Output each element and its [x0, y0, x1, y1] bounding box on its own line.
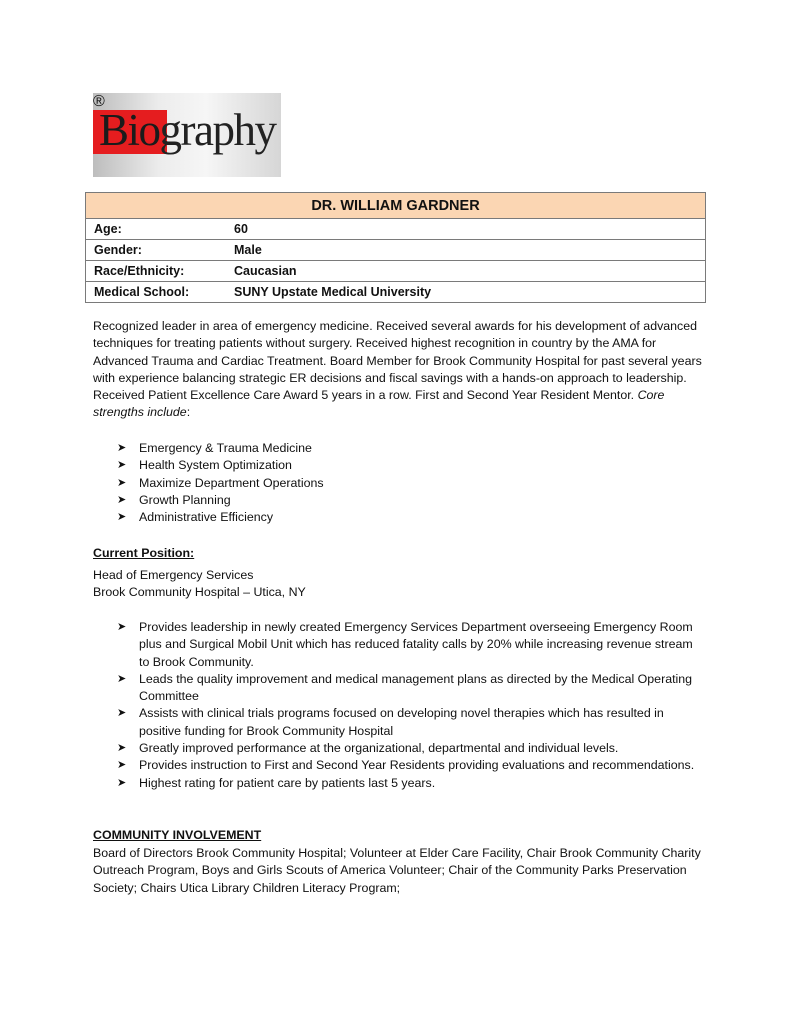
current-position-heading: Current Position:	[93, 546, 195, 560]
profile-value: 60	[226, 219, 706, 240]
summary-emphasis: Core strengths include	[93, 388, 665, 420]
logo-registered-mark: ®	[93, 93, 105, 110]
list-item: ➤ Health System Optimization	[93, 457, 705, 474]
duties-list	[93, 619, 705, 792]
profile-row	[86, 282, 706, 303]
arrow-bullet-icon: ➤	[117, 459, 127, 472]
list-item: ➤ Administrative Efficiency	[93, 509, 705, 526]
profile-name: DR. WILLIAM GARDNER	[86, 193, 706, 219]
position-block	[93, 567, 705, 602]
profile-label: Age:	[86, 219, 227, 240]
list-item: ➤ Growth Planning	[93, 492, 705, 509]
list-item: ➤ Provides instruction to First and Second Year Residents providing evaluations and recommendations.	[93, 757, 705, 774]
logo-wordmark	[99, 103, 276, 157]
arrow-bullet-icon: ➤	[117, 742, 127, 755]
arrow-bullet-icon: ➤	[117, 476, 127, 489]
arrow-bullet-icon: ➤	[117, 672, 127, 685]
arrow-bullet-icon: ➤	[117, 442, 127, 454]
community-heading: COMMUNITY INVOLVEMENT	[93, 828, 262, 842]
position-title: Head of Emergency Services	[93, 568, 254, 582]
list-item: ➤ Greatly improved performance at the organizational, departmental and individual levels.	[93, 740, 705, 757]
profile-value: Male	[226, 240, 706, 261]
profile-row	[86, 219, 706, 240]
summary-text: Recognized leader in area of emergency medicine. Received several awards for his development of advanced techniques for treating patients without surgery. Received highest recognition in country by the AMA for Advanced Trauma and Cardiac Treatment. Board Member for Brook Community Hospital for past several years with experience balancing strategic ER decisions and fiscal savings with a hands-on approach to leadership. Received Patient Excellence Care Award 5 years in a row. First and Second Year Resident Mentor.	[93, 319, 702, 403]
list-item: ➤ Maximize Department Operations	[93, 475, 705, 492]
community-text: Board of Directors Brook Community Hospital; Volunteer at Elder Care Facility, Chair Brook Community Charity Outreach Program, Boys and Girls Scouts of America Volunteer; Chair of the Community Parks Preservation Society; Chairs Utica Library Children Literacy Program;	[93, 846, 701, 895]
profile-label: Race/Ethnicity:	[86, 261, 227, 282]
profile-label: Medical School:	[86, 282, 227, 303]
arrow-bullet-icon: ➤	[117, 493, 127, 506]
list-item: ➤ Highest rating for patient care by patients last 5 years.	[93, 775, 705, 792]
list-item: ➤ Leads the quality improvement and medical management plans as directed by the Medical Operating Committee	[117, 671, 693, 704]
profile-row	[86, 261, 706, 282]
list-item: ➤ Emergency & Trauma Medicine	[93, 440, 705, 457]
arrow-bullet-icon: ➤	[117, 759, 127, 772]
arrow-bullet-icon: ➤	[117, 707, 127, 720]
profile-value: SUNY Upstate Medical University	[226, 282, 706, 303]
logo-graphy: graphy	[159, 105, 276, 155]
logo-bio: Bio	[99, 105, 160, 155]
summary-paragraph	[93, 318, 705, 422]
list-item: ➤ Provides leadership in newly created Emergency Services Department overseeing Emergency Room plus and Surgical Mobil Unit which has reduced fatality calls by 20% while increasing revenue stream to Brook Community.	[117, 620, 693, 669]
profile-label: Gender:	[86, 240, 227, 261]
profile-value: Caucasian	[226, 261, 706, 282]
biography-logo	[93, 93, 281, 177]
arrow-bullet-icon: ➤	[117, 621, 127, 633]
profile-row	[86, 240, 706, 261]
summary-tail: :	[186, 405, 191, 420]
core-strengths-list	[93, 440, 705, 526]
position-organization: Brook Community Hospital – Utica, NY	[93, 585, 306, 600]
profile-table	[85, 192, 706, 303]
arrow-bullet-icon: ➤	[117, 776, 127, 789]
arrow-bullet-icon: ➤	[117, 511, 127, 524]
list-item: ➤ Assists with clinical trials programs focused on developing novel therapies which has resulted in positive funding for Brook Community Hospital	[117, 706, 664, 738]
